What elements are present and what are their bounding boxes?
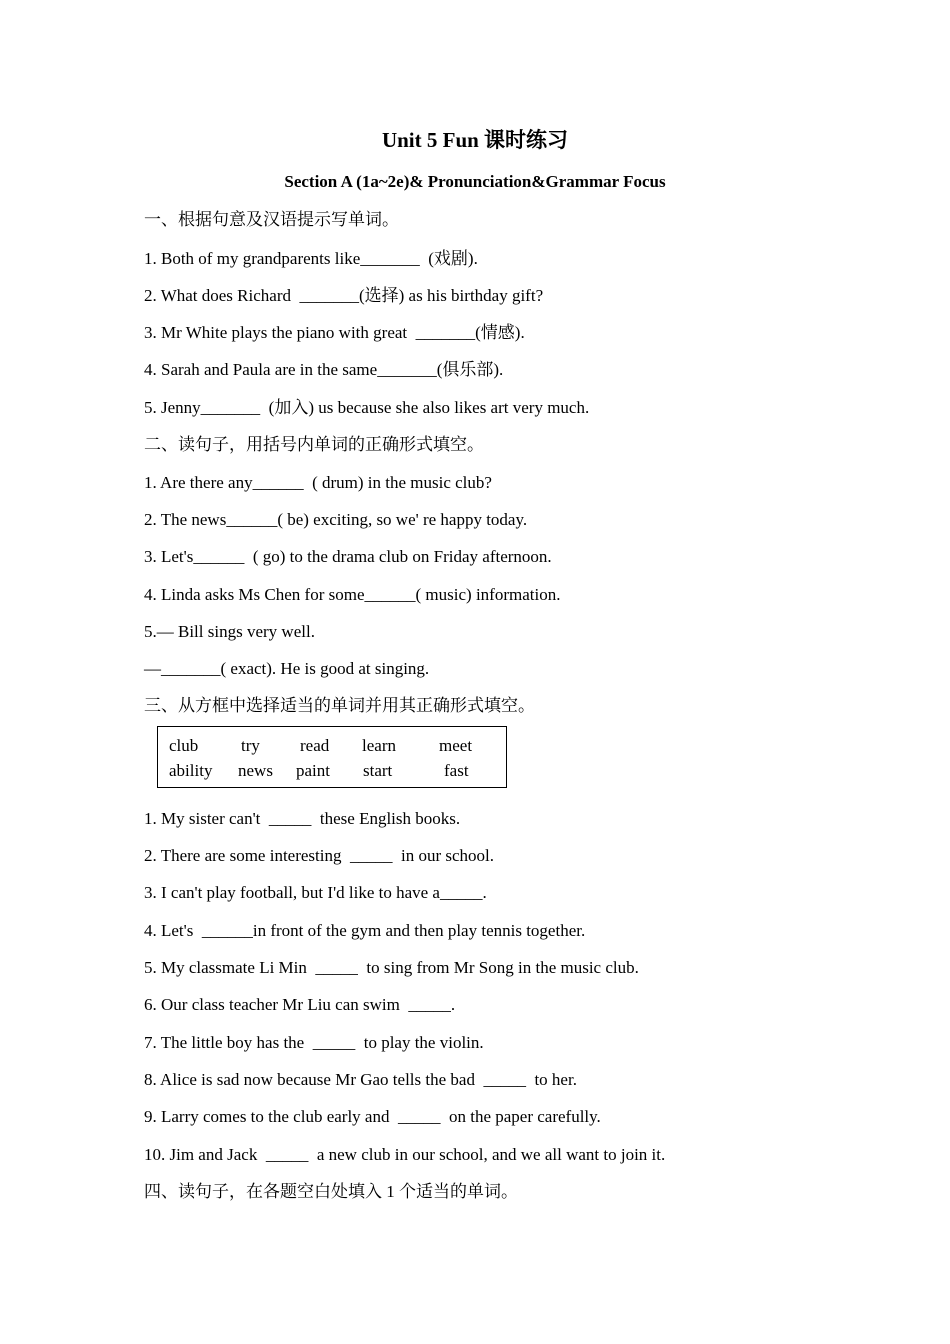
answer-blank[interactable]: _____ [397,1107,441,1126]
word-box-word: club [169,736,199,755]
part2-item-5: 5.— Bill sings very well. [144,622,315,641]
part3-item-1: 1. My sister can't _____ these English books. [144,809,461,828]
answer-blank[interactable]: _____ [268,809,312,828]
part3-item-2: 2. There are some interesting _____ in our school. [144,846,495,865]
part1-item-4: 4. Sarah and Paula are in the same_______(俱乐部). [144,360,504,379]
word-box [157,726,507,788]
word-box-row-2 [158,761,508,785]
answer-blank[interactable]: _______ [377,360,437,379]
answer-blank[interactable]: _____ [408,995,451,1014]
word-box-word: start [363,761,393,780]
answer-blank[interactable]: ______ [193,547,245,566]
part1-heading: 一、根据句意及汉语提示写单词。 [144,210,399,229]
part2-item-2: 2. The news______( be) exciting, so we' re happy today. [144,510,528,529]
answer-blank[interactable]: _____ [315,958,358,977]
part3-heading: 三、从方框中选择适当的单词并用其正确形式填空。 [144,696,535,715]
answer-blank[interactable]: _____ [312,1033,356,1052]
part2-item-4: 4. Linda asks Ms Chen for some______( music) information. [144,585,561,604]
answer-blank[interactable]: _____ [483,1070,526,1089]
part2-item-5-reply: —_______( exact). He is good at singing. [144,659,430,678]
answer-blank[interactable]: ______ [226,510,278,529]
part3-item-10: 10. Jim and Jack _____ a new club in our school, and we all want to join it. [144,1145,666,1164]
part3-item-6: 6. Our class teacher Mr Liu can swim _____. [144,995,456,1014]
part3-item-8: 8. Alice is sad now because Mr Gao tells the bad _____ to her. [144,1070,577,1089]
part1-item-3: 3. Mr White plays the piano with great _______(情感). [144,323,525,342]
answer-blank[interactable]: _______ [161,659,221,678]
word-box-word: ability [169,761,213,780]
word-box-word: meet [439,736,473,755]
part3-item-3: 3. I can't play football, but I'd like to have a_____. [144,883,487,902]
answer-blank[interactable]: _______ [200,398,261,417]
part3-item-7: 7. The little boy has the _____ to play the violin. [144,1033,484,1052]
word-box-row-1 [158,736,508,760]
answer-blank[interactable]: _____ [439,883,483,902]
word-box-word: news [238,761,273,780]
word-box-word: try [241,736,260,755]
part1-item-5: 5. Jenny_______ (加入) us because she also likes art very much. [144,398,590,417]
part1-item-2: 2. What does Richard _______(选择) as his birthday gift? [144,286,544,305]
answer-blank[interactable]: ______ [201,921,253,940]
answer-blank[interactable]: _____ [265,1145,309,1164]
word-box-word: read [300,736,330,755]
answer-blank[interactable]: ______ [252,473,304,492]
part3-item-5: 5. My classmate Li Min _____ to sing from Mr Song in the music club. [144,958,639,977]
part3-item-4: 4. Let's ______in front of the gym and then play tennis together. [144,921,586,940]
part3-item-9: 9. Larry comes to the club early and _____ on the paper carefully. [144,1107,601,1126]
answer-blank[interactable]: ______ [364,585,416,604]
word-box-word: fast [444,761,469,780]
answer-blank[interactable]: _____ [349,846,393,865]
part2-item-1: 1. Are there any______ ( drum) in the music club? [144,473,492,492]
answer-blank[interactable]: _______ [299,286,359,305]
part2-heading: 二、读句子，用括号内单词的正确形式填空。 [144,435,484,454]
section-subtitle: Section A (1a~2e)& Pronunciation&Grammar Focus [284,172,666,191]
answer-blank[interactable]: _______ [360,249,420,268]
part1-item-1: 1. Both of my grandparents like_______ (戏剧). [144,249,478,268]
answer-blank[interactable]: _______ [415,323,476,342]
part2-item-3: 3. Let's______ ( go) to the drama club on Friday afternoon. [144,547,552,566]
word-box-word: paint [296,761,330,780]
page-title: Unit 5 Fun 课时练习 [381,128,569,152]
word-box-word: learn [362,736,396,755]
part4-heading: 四、读句子，在各题空白处填入 1 个适当的单词。 [144,1182,518,1201]
